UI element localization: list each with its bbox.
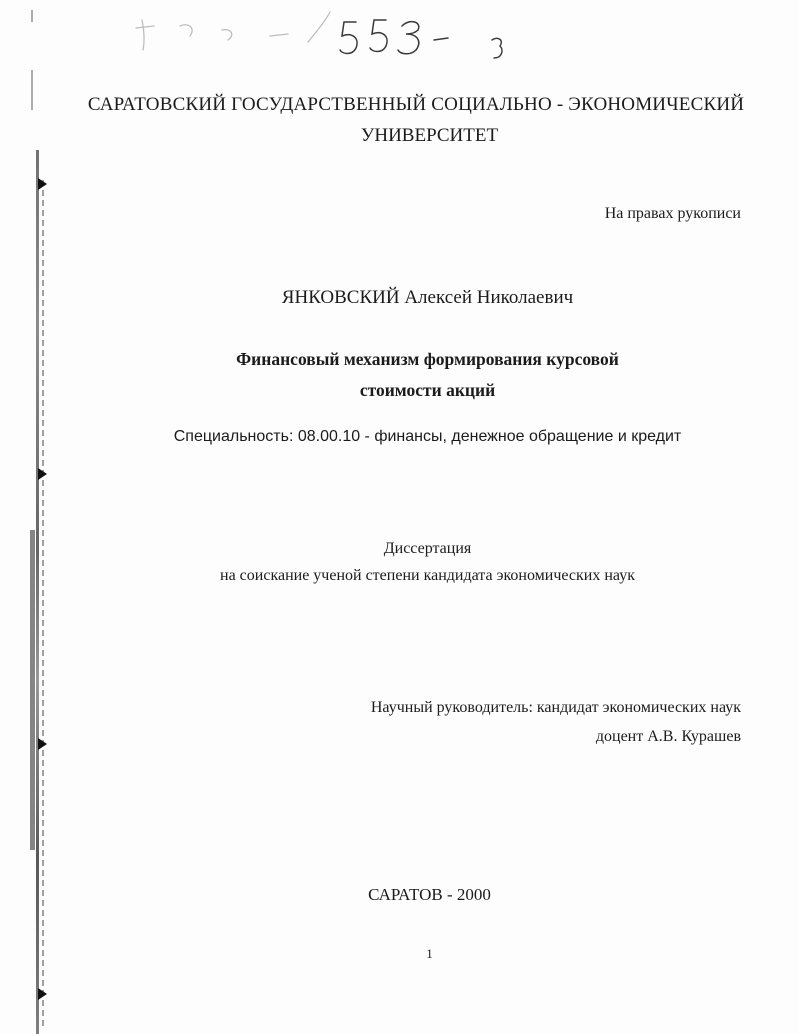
university-name-line2: УНИВЕРСИТЕТ xyxy=(360,125,499,146)
handwritten-archive-number-drawing xyxy=(130,6,530,66)
author-name: ЯНКОВСКИЙ Алексей Николаевич xyxy=(281,287,574,308)
city-year: САРАТОВ - 2000 xyxy=(368,885,491,904)
advisor-name: доцент А.В. Курашев xyxy=(595,728,741,745)
scan-artifact xyxy=(31,10,33,22)
binding-mark xyxy=(38,738,47,750)
university-name-line1: САРАТОВСКИЙ ГОСУДАРСТВЕННЫЙ СОЦИАЛЬНО - ЭКОНОМИЧЕСКИЙ xyxy=(87,94,745,115)
specialty-code: Специальность: 08.00.10 - финансы, денежное обращение и кредит xyxy=(173,428,682,445)
page-number: 1 xyxy=(426,946,433,961)
binding-mark xyxy=(38,468,47,480)
degree-description: на соискание ученой степени кандидата экономических наук xyxy=(220,567,635,584)
manuscript-rights-note: На правах рукописи xyxy=(604,205,741,222)
binding-mark xyxy=(38,178,47,190)
document-type: Диссертация xyxy=(383,540,472,557)
scan-artifact xyxy=(31,70,33,110)
handwritten-archive-number xyxy=(130,6,530,66)
dissertation-title-line1: Финансовый механизм формирования курсовой xyxy=(236,349,619,369)
binding-mark xyxy=(38,988,47,1000)
scientific-advisor: Научный руководитель: кандидат экономических наук xyxy=(370,699,741,716)
dissertation-title-line2: стоимости акций xyxy=(359,380,496,400)
